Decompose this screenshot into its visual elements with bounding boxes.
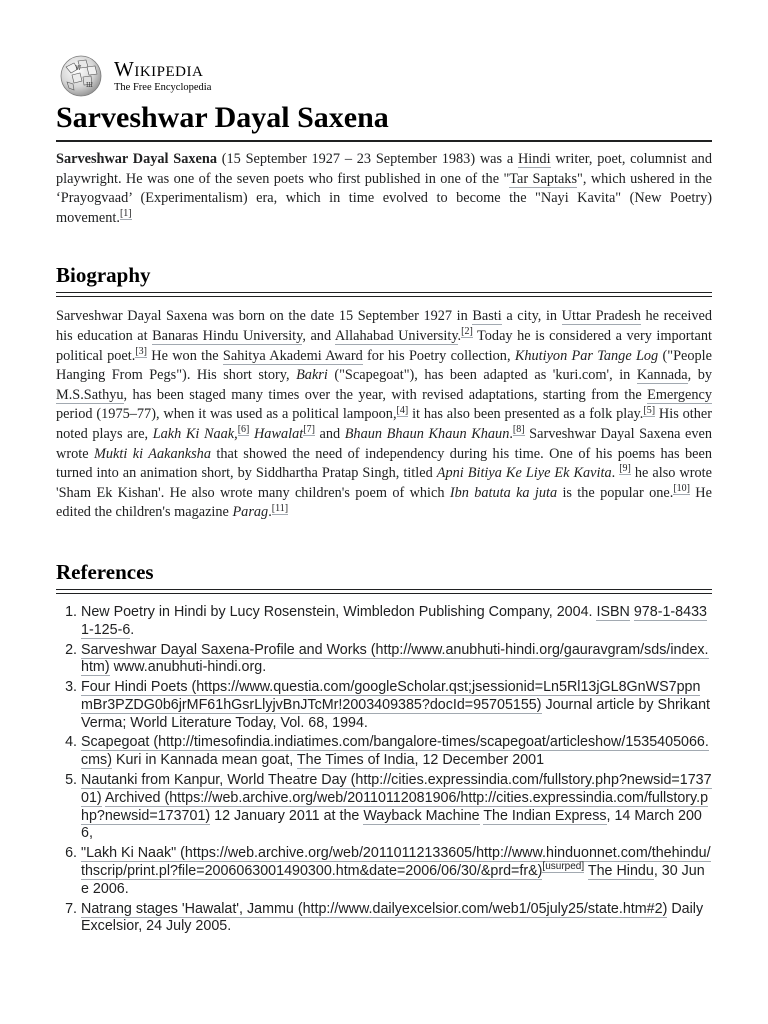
text: (15 September 1927 – 23 September 1983) was a	[216, 151, 518, 167]
reference-item-3	[81, 679, 712, 732]
text: that showed the need of independency during his time. One of his poems has been turned into an animation short, by Siddhartha Pratap Singh, titled	[56, 445, 712, 482]
link-hindi[interactable]: Hindi	[517, 151, 551, 167]
references-list	[56, 604, 712, 936]
citation-1[interactable]	[120, 208, 132, 220]
section-heading-biography: Biography	[56, 262, 712, 293]
text: Journal article by Shrikant Verma; World Literature Today, Vol. 68, 1994.	[81, 696, 710, 731]
link-sahitya-akademi-award[interactable]: Sahitya Akademi Award	[222, 347, 363, 364]
text: , 14 March 2006,	[81, 807, 702, 842]
wikipedia-globe-icon[interactable]	[56, 55, 106, 97]
citation-link[interactable]: [3]	[135, 345, 147, 357]
citation-2[interactable]	[461, 326, 473, 338]
italic-title: Ibn batuta ka juta	[449, 484, 558, 501]
text: New Poetry in Hindi by Lucy Rosenstein, Wimbledon Publishing Company, 2004.	[81, 603, 597, 620]
link-isbn-number[interactable]: 978-1-84331-125-6	[81, 603, 707, 638]
link-banaras-hindu-university[interactable]: Banaras Hindu University	[152, 327, 303, 344]
text: , by	[687, 367, 712, 384]
citation-6[interactable]	[238, 424, 250, 436]
link-wayback-machine[interactable]: Wayback Machine	[363, 807, 480, 824]
reference-item-6	[81, 845, 712, 898]
svg-text:W: W	[75, 65, 82, 72]
text: , has been staged many times over the year, with revised adaptations, starting from the	[123, 386, 648, 403]
text: Sarveshwar Dayal Saxena even wrote	[56, 425, 712, 462]
reference-link[interactable]: Natrang stages 'Hawalat', Jammu (http://www.dailyexcelsior.com/web1/05july25/state.htm#2)	[81, 900, 668, 917]
citation-9[interactable]	[619, 463, 631, 475]
link-times-of-india[interactable]: The Times of India	[296, 752, 415, 769]
link-the-hindu[interactable]: The Hindu	[587, 863, 654, 880]
text: .	[268, 504, 272, 521]
citation-link[interactable]: [2]	[461, 326, 473, 338]
text: is the popular one.	[557, 484, 674, 501]
italic-title: Khutiyon Par Tange Log	[514, 347, 659, 364]
reference-link[interactable]: Scapegoat (http://timesofindia.indiatimes.com/bangalore-times/scapegoat/articleshow/1535405066.cms)	[81, 734, 709, 769]
link-allahabad-university[interactable]: Allahabad University	[334, 327, 458, 344]
reference-link[interactable]: "Lakh Ki Naak" (https://web.archive.org/web/20110112133605/http://www.hinduonnet.com/thehindu/thscrip/print.pl?file=2006063001490300.htm&date=2006/06/30/&prd=fr&)	[81, 845, 711, 880]
text: and	[314, 425, 345, 442]
text: he received his education at	[56, 308, 712, 344]
citation-7[interactable]	[303, 424, 315, 436]
biography-paragraph	[56, 307, 712, 523]
citation-link[interactable]: [6]	[237, 424, 250, 436]
text: Today he is considered a very important political poet.	[56, 327, 712, 364]
usurped-tag[interactable]	[542, 861, 584, 873]
text: , and	[302, 327, 335, 344]
text: for his Poetry collection,	[362, 347, 515, 364]
svg-text:Ш: Ш	[86, 82, 93, 89]
text: ,	[234, 425, 238, 442]
usurped-link[interactable]: [usurped]	[542, 861, 585, 873]
reference-item-5	[81, 772, 712, 843]
link-uttar-pradesh[interactable]: Uttar Pradesh	[561, 308, 641, 325]
text: it has also been presented as a folk play.	[408, 406, 644, 423]
article-page	[56, 54, 712, 938]
italic-title: Apni Bitiya Ke Liye Ek Kavita	[436, 465, 612, 482]
text: ("People Hanging From Pegs"). His short story,	[56, 347, 712, 384]
citation-link[interactable]: [9]	[619, 463, 631, 475]
wikipedia-wordmark[interactable]	[114, 56, 212, 94]
page-title: Sarveshwar Dayal Saxena	[56, 100, 712, 142]
text: He won the	[147, 347, 223, 364]
italic-title: Parag	[232, 504, 269, 521]
text: .	[130, 621, 135, 638]
text: , 30 June 2006.	[81, 863, 705, 897]
citation-link[interactable]: [1]	[119, 208, 132, 220]
text: www.anubhuti-hindi.org.	[109, 659, 267, 676]
italic-title: Hawalat	[253, 425, 304, 442]
section-heading-references: References	[56, 559, 712, 590]
reference-link[interactable]: Nautanki from Kanpur, World Theatre Day (http://cities.expressindia.com/fullstory.php?newsid=173701)	[81, 772, 712, 806]
logo-name: Wikipedia	[114, 56, 204, 81]
link-isbn[interactable]: ISBN	[596, 603, 630, 620]
text: writer, poet, columnist and playwright. He was one of the seven poets who first published in one of the "	[56, 151, 712, 187]
text: .	[611, 465, 620, 482]
text: He edited the children's magazine	[56, 484, 712, 521]
text: ", which ushered in the ‘Prayogvaad’ (Experimentalism) era, which in time evolved to become the "Nayi Kavita" (New Poetry) movement.	[56, 170, 712, 226]
citation-11[interactable]	[272, 503, 288, 515]
citation-link[interactable]: [5]	[643, 404, 656, 416]
citation-link[interactable]: [4]	[396, 404, 409, 416]
logo-tagline: The Free Encyclopedia	[114, 81, 212, 93]
citation-3[interactable]	[135, 346, 147, 358]
reference-link[interactable]: Sarveshwar Dayal Saxena-Profile and Works (http://www.anubhuti-hindi.org/gauravgram/sds/index.htm)	[81, 641, 709, 676]
link-kannada[interactable]: Kannada	[636, 367, 688, 384]
text: Daily Excelsior, 24 July 2005.	[81, 900, 704, 935]
lead-bold-name: Sarveshwar Dayal Saxena	[56, 151, 217, 167]
site-header	[56, 54, 712, 98]
text: Kuri in Kannada mean goat,	[111, 752, 297, 769]
link-ms-sathyu[interactable]: M.S.Sathyu	[56, 386, 124, 403]
text: period (1975–77), when it was used as a political lampoon,	[56, 406, 397, 423]
citation-10[interactable]	[673, 483, 690, 495]
link-basti[interactable]: Basti	[472, 308, 502, 325]
link-tar-saptaks[interactable]: Tar Saptaks	[509, 170, 578, 187]
text: .	[509, 425, 513, 442]
link-archived[interactable]: Archived (https://web.archive.org/web/20110112081906/http://cities.expressindia.com/fullstory.php?newsid=173701)	[81, 789, 709, 824]
reference-item-4	[81, 734, 712, 770]
text: Sarveshwar Dayal Saxena was born on the date 15 September 1927 in	[56, 308, 473, 325]
italic-title: Bakri	[296, 367, 328, 384]
citation-8[interactable]	[513, 424, 525, 436]
citation-link[interactable]: [8]	[512, 424, 525, 436]
text: .	[457, 327, 462, 344]
citation-4[interactable]	[397, 405, 409, 417]
text: he also wrote 'Sham Ek Kishan'. He also wrote many children's poem of which	[56, 465, 712, 501]
link-emergency[interactable]: Emergency	[647, 386, 712, 403]
lead-paragraph	[56, 150, 712, 228]
text: His other noted plays are,	[56, 406, 713, 442]
reference-item-7	[81, 901, 712, 937]
citation-link[interactable]: [10]	[673, 482, 690, 494]
text: , 12 December 2001	[414, 752, 545, 769]
text: a city, in	[501, 308, 562, 325]
reference-item-1	[81, 604, 712, 640]
italic-title: Bhaun Bhaun Khaun Khaun	[344, 425, 510, 442]
italic-title: Lakh Ki Naak	[152, 425, 235, 442]
citation-link[interactable]: [11]	[271, 502, 289, 514]
text: ("Scapegoat"), has been adapted as 'kuri.com', in	[327, 367, 637, 384]
text: 12 January 2011 at the	[210, 807, 364, 824]
reference-item-2	[81, 642, 712, 678]
link-indian-express[interactable]: The Indian Express	[483, 807, 607, 824]
citation-link[interactable]: [7]	[303, 424, 315, 436]
citation-5[interactable]	[643, 405, 655, 417]
italic-title: Mukti ki Aakanksha	[93, 445, 211, 462]
reference-link[interactable]: Four Hindi Poets (https://www.questia.com/googleScholar.qst;jsessionid=Ln5Rl13jGL8GnWS7ppnmBr3PZDG0b6jrMF61hGsrLlyjvBnJTcMr!2003409385?docId=95705155)	[81, 679, 701, 713]
